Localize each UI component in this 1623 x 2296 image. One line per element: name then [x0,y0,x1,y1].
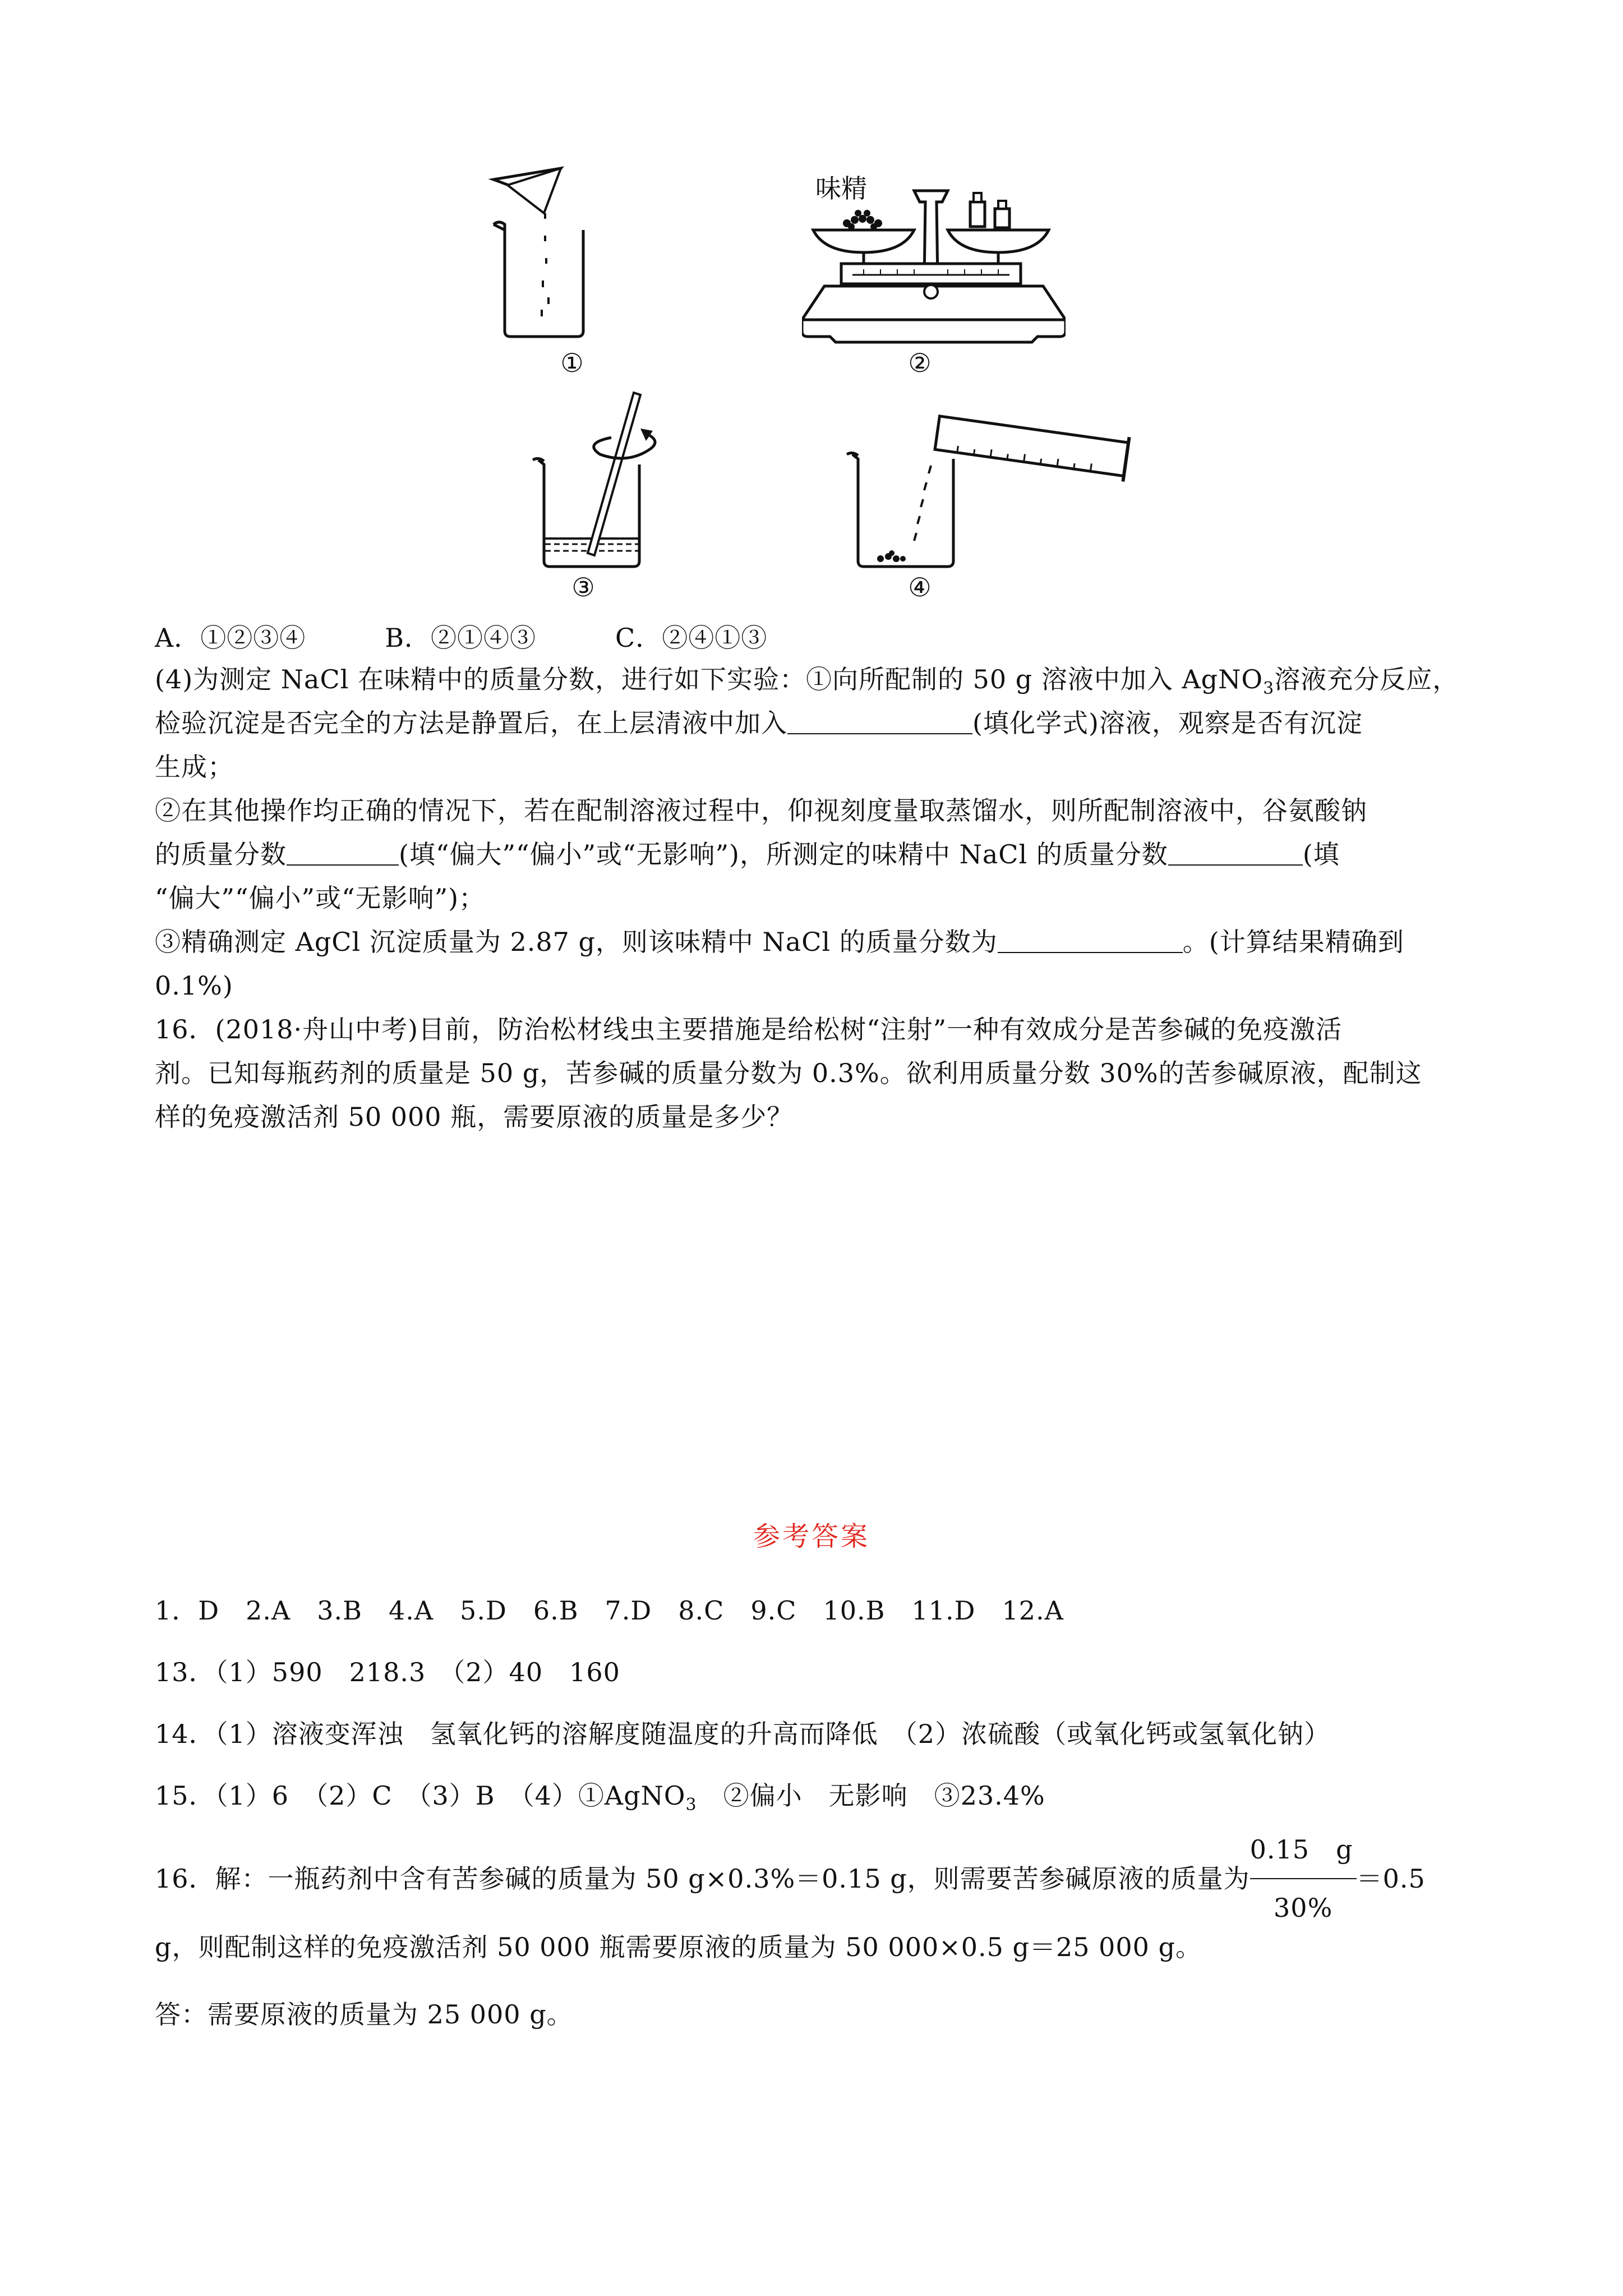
figure-2-caption: 味精 [815,173,867,204]
answer-line-16a: 16．解：一瓶药剂中含有苦参碱的质量为 50 g×0.3%＝0.15 g，则需要苦参碱原液的质量为 $\frac{0.15 g}{30\%}$ ＝0.5 [155,1834,1426,1923]
q4-line-7: ③精确测定 AgCl 沉淀质量为 2.87 g，则该味精中 NaCl 的质量分数为 。(计算结果精确到 [155,927,1404,957]
q4-line-2: 检验沉淀是否完全的方法是静置后，在上层清液中加入 (填化学式)溶液，观察是否有沉淀 [155,708,1363,738]
figure-4-label: ④ [908,572,932,602]
q4-line-1: (4)为测定 NaCl 在味精中的质量分数，进行如下实验：①向所配制的 50 g 溶液中加入 AgNO$_3$溶液充分反应， [155,664,1459,698]
q4-line-6: “偏大”“偏小”或“无影响”)； [155,883,486,913]
figure-3-label: ③ [571,572,595,602]
fill-blank-formula[interactable] [787,708,972,734]
figure-pouring-solid [482,163,628,348]
fill-blank-mass-fraction[interactable] [998,927,1183,953]
answer-line-14: 14．（1）溶液变浑浊 氢氧化钙的溶解度随温度的升高而降低 （2）浓硫酸（或氧化钙或氢氧化钠） [155,1719,1331,1749]
q4-line-4: ②在其他操作均正确的情况下，若在配制溶液过程中，仰视刻度量取蒸馏水，则所配制溶液中，谷氨酸钠 [155,795,1367,826]
figure-2-label: ② [908,348,932,378]
answer-line-16b: g，则配制这样的免疫激活剂 50 000 瓶需要原液的质量为 50 000×0.5 g＝25 000 g。 [155,1932,1202,1962]
answer-key-title: 参考答案 [753,1521,870,1552]
fill-blank-msg-fraction[interactable] [287,840,399,866]
q16-line-1: 16．(2018·舟山中考)目前，防治松材线虫主要措施是给松树“注射”一种有效成分是苦参碱的免疫激活 [155,1014,1343,1045]
q4-line-8: 0.1%) [155,970,233,1001]
figure-1-label: ① [560,348,584,378]
answer-options: A．①②③④ B．②①④③ C．②④①③ [155,623,768,653]
answer-line-13: 13．（1）590 218.3 （2）40 160 [155,1657,620,1687]
figure-stirring [516,387,684,578]
answer-line-15: 15．（1）6 （2）C （3）B （4）①AgNO$_3$ ②偏小 无影响 ③23.4% [155,1780,1045,1815]
q4-line-5: 的质量分数 (填“偏大”“偏小”或“无影响”)，所测定的味精中 NaCl 的质量分数 (填 [155,839,1340,869]
fill-blank-nacl-fraction[interactable] [1168,840,1303,866]
figure-pouring-water [841,404,1150,578]
q16-line-3: 样的免疫激活剂 50 000 瓶，需要原液的质量是多少？ [155,1102,794,1132]
answer-line-16c: 答：需要原液的质量为 25 000 g。 [155,1999,573,2030]
answer-line-1-12: 1．D 2.A 3.B 4.A 5.D 6.B 7.D 8.C 9.C 10.B 11.D 12.A [155,1595,1064,1626]
q16-line-2: 剂。已知每瓶药剂的质量是 50 g，苦参碱的质量分数为 0.3%。欲利用质量分数 30%的苦参碱原液，配制这 [155,1058,1422,1088]
q4-line-3: 生成； [155,752,234,782]
fraction: $\frac{0.15 g}{30\%}$ [1250,1861,1357,1896]
